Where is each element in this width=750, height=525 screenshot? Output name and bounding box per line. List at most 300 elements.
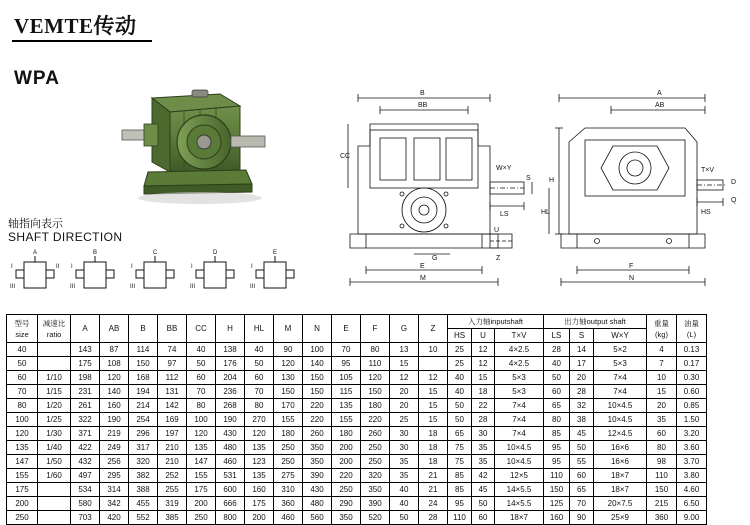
- cell-AB: 87: [100, 343, 129, 357]
- svg-text:BB: BB: [418, 102, 428, 109]
- cell-HL: 135: [245, 469, 274, 483]
- cell-AB: 256: [100, 455, 129, 469]
- cell-S: 28: [570, 385, 594, 399]
- cell-Z: 15: [419, 399, 448, 413]
- cell-LS: 110: [544, 469, 570, 483]
- cell-S: 65: [570, 483, 594, 497]
- cell-N: 260: [303, 427, 332, 441]
- svg-text:M: M: [420, 275, 426, 282]
- cell-CC: 200: [187, 497, 216, 511]
- th-CC: CC: [187, 315, 216, 343]
- cell-ratio: 1/60: [38, 469, 71, 483]
- th-F: F: [361, 315, 390, 343]
- cell-WY: 12×4.5: [594, 427, 647, 441]
- cell-size: 80: [7, 399, 38, 413]
- th-WxY: W×Y: [594, 329, 647, 343]
- cell-A: 322: [71, 413, 100, 427]
- cell-LS: 85: [544, 427, 570, 441]
- cell-HL: 60: [245, 371, 274, 385]
- cell-M: 90: [274, 343, 303, 357]
- cell-B: 552: [129, 511, 158, 525]
- cell-H: 666: [216, 497, 245, 511]
- svg-text:III: III: [70, 284, 76, 290]
- cell-U: 15: [472, 371, 495, 385]
- cell-HL: 50: [245, 357, 274, 371]
- cell-E: 105: [332, 371, 361, 385]
- svg-text:U: U: [494, 227, 500, 234]
- cell-E: 350: [332, 511, 361, 525]
- cell-H: 430: [216, 427, 245, 441]
- cell-OIL: 0.17: [677, 357, 707, 371]
- svg-text:III: III: [10, 284, 16, 290]
- table-row: [7, 357, 707, 371]
- cell-S: 14: [570, 343, 594, 357]
- cell-HL: 80: [245, 399, 274, 413]
- cell-WT: 20: [647, 399, 677, 413]
- cell-OIL: 0.13: [677, 343, 707, 357]
- svg-text:I: I: [251, 264, 253, 270]
- cell-TV: 10×4.5: [495, 455, 544, 469]
- cell-ratio: [38, 343, 71, 357]
- th-S: S: [570, 329, 594, 343]
- th-oil-cn: 油量: [684, 318, 699, 328]
- th-weight-cn: 重量: [654, 318, 669, 328]
- cell-TV: 7×4: [495, 413, 544, 427]
- cell-WT: 215: [647, 497, 677, 511]
- svg-text:HS: HS: [701, 209, 711, 216]
- cell-A: 231: [71, 385, 100, 399]
- cell-A: 432: [71, 455, 100, 469]
- svg-text:III: III: [130, 284, 136, 290]
- th-ratio-cn: 减速比: [42, 318, 66, 328]
- cell-LS: 125: [544, 497, 570, 511]
- cell-ratio: 1/15: [38, 385, 71, 399]
- th-ratio: [38, 315, 71, 343]
- cell-G: 15: [390, 357, 419, 371]
- cell-CC: 120: [187, 427, 216, 441]
- table-row: [7, 399, 707, 413]
- cell-HS: 25: [448, 357, 472, 371]
- cell-N: 220: [303, 413, 332, 427]
- cell-HL: 135: [245, 441, 274, 455]
- cell-OIL: 9.00: [677, 511, 707, 525]
- cell-U: 42: [472, 469, 495, 483]
- cell-HL: 200: [245, 511, 274, 525]
- svg-text:CC: CC: [340, 153, 351, 160]
- cell-LS: 50: [544, 371, 570, 385]
- cell-U: 45: [472, 483, 495, 497]
- cell-CC: 147: [187, 455, 216, 469]
- cell-Z: 18: [419, 455, 448, 469]
- cell-WY: 16×6: [594, 441, 647, 455]
- th-size-cn: 型号: [14, 318, 30, 328]
- cell-size: 40: [7, 343, 38, 357]
- cell-CC: 50: [187, 357, 216, 371]
- cell-F: 390: [361, 497, 390, 511]
- cell-F: 220: [361, 413, 390, 427]
- cell-E: 290: [332, 497, 361, 511]
- cell-M: 155: [274, 413, 303, 427]
- cell-ratio: [38, 497, 71, 511]
- cell-HL: 123: [245, 455, 274, 469]
- cell-size: 175: [7, 483, 38, 497]
- technical-drawings: [330, 78, 740, 308]
- cell-U: 28: [472, 413, 495, 427]
- cell-OIL: 3.20: [677, 427, 707, 441]
- table-row: [7, 441, 707, 455]
- cell-HS: 50: [448, 399, 472, 413]
- cell-A: 261: [71, 399, 100, 413]
- th-weight: [647, 315, 677, 343]
- svg-text:B: B: [420, 90, 425, 97]
- cell-G: 40: [390, 483, 419, 497]
- cell-LS: 28: [544, 343, 570, 357]
- cell-F: 350: [361, 483, 390, 497]
- cell-LS: 80: [544, 413, 570, 427]
- cell-CC: 155: [187, 469, 216, 483]
- cell-M: 275: [274, 469, 303, 483]
- cell-B: 214: [129, 399, 158, 413]
- cell-A: 175: [71, 357, 100, 371]
- svg-text:N: N: [629, 275, 635, 282]
- cell-BB: 169: [158, 413, 187, 427]
- cell-BB: 255: [158, 483, 187, 497]
- cell-HL: 270: [245, 413, 274, 427]
- cell-HS: 85: [448, 469, 472, 483]
- cell-HS: 50: [448, 413, 472, 427]
- cell-OIL: 0.60: [677, 385, 707, 399]
- svg-text:III: III: [190, 284, 196, 290]
- cell-N: 150: [303, 371, 332, 385]
- cell-LS: 95: [544, 441, 570, 455]
- cell-G: 20: [390, 399, 419, 413]
- cell-S: 17: [570, 357, 594, 371]
- cell-CC: 175: [187, 483, 216, 497]
- cell-A: 198: [71, 371, 100, 385]
- cell-Z: 15: [419, 413, 448, 427]
- cell-A: 580: [71, 497, 100, 511]
- page-title: WPA: [14, 68, 60, 89]
- cell-E: 135: [332, 399, 361, 413]
- svg-text:D: D: [213, 250, 218, 256]
- svg-text:S: S: [526, 175, 531, 182]
- cell-B: 254: [129, 413, 158, 427]
- th-TxV: T×V: [495, 329, 544, 343]
- cell-AB: 108: [100, 357, 129, 371]
- cell-N: 150: [303, 385, 332, 399]
- cell-HS: 85: [448, 483, 472, 497]
- cell-B: 388: [129, 483, 158, 497]
- cell-E: 180: [332, 427, 361, 441]
- cell-WT: 4: [647, 343, 677, 357]
- cell-size: 147: [7, 455, 38, 469]
- cell-F: 250: [361, 441, 390, 455]
- cell-TV: 7×4: [495, 399, 544, 413]
- th-B: B: [129, 315, 158, 343]
- cell-ratio: [38, 357, 71, 371]
- cell-F: 320: [361, 469, 390, 483]
- cell-F: 250: [361, 455, 390, 469]
- cell-U: 30: [472, 427, 495, 441]
- th-oil: [677, 315, 707, 343]
- cell-Z: 21: [419, 483, 448, 497]
- cell-CC: 70: [187, 385, 216, 399]
- cell-LS: 65: [544, 399, 570, 413]
- cell-WY: 5×2: [594, 343, 647, 357]
- svg-text:I: I: [11, 264, 13, 270]
- cell-TV: 14×5.5: [495, 483, 544, 497]
- svg-text:E: E: [273, 250, 278, 256]
- cell-G: 13: [390, 343, 419, 357]
- table-row: [7, 455, 707, 469]
- cell-F: 260: [361, 427, 390, 441]
- cell-F: 150: [361, 385, 390, 399]
- cell-ratio: 1/25: [38, 413, 71, 427]
- svg-text:HL: HL: [541, 209, 550, 216]
- cell-G: 35: [390, 455, 419, 469]
- cell-S: 90: [570, 511, 594, 525]
- th-U: U: [472, 329, 495, 343]
- cell-WT: 7: [647, 357, 677, 371]
- cell-size: 70: [7, 385, 38, 399]
- cell-TV: 7×4: [495, 427, 544, 441]
- cell-E: 95: [332, 357, 361, 371]
- cell-HL: 40: [245, 343, 274, 357]
- cell-WY: 10×4.5: [594, 399, 647, 413]
- th-output-group: 出力轴output shaft: [544, 315, 647, 329]
- svg-text:F: F: [629, 263, 634, 270]
- cell-H: 204: [216, 371, 245, 385]
- table-row: [7, 385, 707, 399]
- th-G: G: [390, 315, 419, 343]
- cell-WY: 16×6: [594, 455, 647, 469]
- cell-H: 138: [216, 343, 245, 357]
- cell-AB: 219: [100, 427, 129, 441]
- cell-AB: 295: [100, 469, 129, 483]
- cell-E: 115: [332, 385, 361, 399]
- cell-AB: 342: [100, 497, 129, 511]
- table-header-row-1: [7, 315, 707, 329]
- cell-WT: 15: [647, 385, 677, 399]
- cell-HS: 40: [448, 385, 472, 399]
- cell-size: 50: [7, 357, 38, 371]
- cell-A: 371: [71, 427, 100, 441]
- cell-HS: 75: [448, 455, 472, 469]
- shaft-direction-title: [8, 218, 122, 244]
- cell-AB: 140: [100, 385, 129, 399]
- cell-Z: 18: [419, 441, 448, 455]
- cell-WY: 18×7: [594, 483, 647, 497]
- cell-HS: 95: [448, 497, 472, 511]
- cell-A: 703: [71, 511, 100, 525]
- cell-B: 382: [129, 469, 158, 483]
- cell-AB: 314: [100, 483, 129, 497]
- th-Z: Z: [419, 315, 448, 343]
- table-body: [7, 343, 707, 525]
- shaft-direction-diagrams: [10, 248, 310, 298]
- cell-TV: 10×4.5: [495, 441, 544, 455]
- cell-WT: 60: [647, 427, 677, 441]
- cell-F: 80: [361, 343, 390, 357]
- cell-A: 497: [71, 469, 100, 483]
- cell-Z: 18: [419, 427, 448, 441]
- cell-OIL: 3.60: [677, 441, 707, 455]
- cell-OIL: 3.70: [677, 455, 707, 469]
- cell-U: 60: [472, 511, 495, 525]
- cell-M: 130: [274, 371, 303, 385]
- cell-F: 180: [361, 399, 390, 413]
- svg-text:E: E: [420, 263, 425, 270]
- svg-text:C: C: [153, 250, 158, 256]
- svg-text:B: B: [93, 250, 98, 256]
- cell-H: 236: [216, 385, 245, 399]
- cell-M: 360: [274, 497, 303, 511]
- cell-G: 40: [390, 497, 419, 511]
- cell-OIL: 1.50: [677, 413, 707, 427]
- cell-AB: 420: [100, 511, 129, 525]
- cell-S: 38: [570, 413, 594, 427]
- cell-Z: 15: [419, 385, 448, 399]
- table-row: [7, 469, 707, 483]
- cell-B: 168: [129, 371, 158, 385]
- cell-HS: 65: [448, 427, 472, 441]
- cell-M: 170: [274, 399, 303, 413]
- cell-TV: 4×2.5: [495, 343, 544, 357]
- cell-CC: 100: [187, 413, 216, 427]
- cell-WY: 7×4: [594, 371, 647, 385]
- cell-N: 480: [303, 497, 332, 511]
- cell-HL: 70: [245, 385, 274, 399]
- cell-A: 534: [71, 483, 100, 497]
- cell-N: 350: [303, 455, 332, 469]
- cell-Z: 28: [419, 511, 448, 525]
- cell-G: 50: [390, 511, 419, 525]
- cell-WT: 98: [647, 455, 677, 469]
- cell-H: 268: [216, 399, 245, 413]
- cell-ratio: [38, 511, 71, 525]
- cell-WT: 10: [647, 371, 677, 385]
- cell-size: 155: [7, 469, 38, 483]
- cell-A: 422: [71, 441, 100, 455]
- th-weight-unit: (kg): [655, 329, 668, 339]
- cell-BB: 131: [158, 385, 187, 399]
- gearbox-photo: [100, 80, 295, 215]
- cell-N: 390: [303, 469, 332, 483]
- cell-G: 25: [390, 413, 419, 427]
- cell-HS: 40: [448, 371, 472, 385]
- cell-N: 140: [303, 357, 332, 371]
- cell-WY: 18×7: [594, 469, 647, 483]
- cell-AB: 160: [100, 399, 129, 413]
- th-LS: LS: [544, 329, 570, 343]
- cell-S: 50: [570, 441, 594, 455]
- cell-B: 317: [129, 441, 158, 455]
- cell-N: 350: [303, 441, 332, 455]
- cell-WY: 5×3: [594, 357, 647, 371]
- cell-S: 45: [570, 427, 594, 441]
- cell-S: 55: [570, 455, 594, 469]
- th-H: H: [216, 315, 245, 343]
- svg-text:Q: Q: [731, 197, 737, 204]
- cell-TV: 5×3: [495, 385, 544, 399]
- cell-size: 135: [7, 441, 38, 455]
- cell-size: 100: [7, 413, 38, 427]
- cell-ratio: 1/50: [38, 455, 71, 469]
- cell-AB: 190: [100, 413, 129, 427]
- cell-WY: 25×9: [594, 511, 647, 525]
- svg-text:A: A: [657, 90, 662, 97]
- cell-E: 220: [332, 469, 361, 483]
- cell-HS: 75: [448, 441, 472, 455]
- cell-M: 310: [274, 483, 303, 497]
- cell-BB: 97: [158, 357, 187, 371]
- cell-TV: 4×2.5: [495, 357, 544, 371]
- shaft-direction-title-cn: 轴指向表示: [8, 218, 63, 230]
- cell-B: 150: [129, 357, 158, 371]
- cell-CC: 40: [187, 343, 216, 357]
- cell-A: 143: [71, 343, 100, 357]
- cell-HS: 25: [448, 343, 472, 357]
- cell-H: 480: [216, 441, 245, 455]
- cell-H: 190: [216, 413, 245, 427]
- cell-Z: [419, 357, 448, 371]
- spec-table: [6, 314, 707, 525]
- cell-N: 430: [303, 483, 332, 497]
- th-N: N: [303, 315, 332, 343]
- th-A: A: [71, 315, 100, 343]
- cell-B: 296: [129, 427, 158, 441]
- th-E: E: [332, 315, 361, 343]
- cell-HL: 160: [245, 483, 274, 497]
- cell-CC: 60: [187, 371, 216, 385]
- cell-ratio: 1/10: [38, 371, 71, 385]
- cell-OIL: 0.30: [677, 371, 707, 385]
- svg-text:LS: LS: [500, 211, 509, 218]
- th-size-en: size: [15, 329, 29, 339]
- cell-U: 12: [472, 357, 495, 371]
- cell-N: 560: [303, 511, 332, 525]
- cell-HL: 175: [245, 497, 274, 511]
- table-row: [7, 483, 707, 497]
- svg-text:III: III: [250, 284, 256, 290]
- cell-HS: 110: [448, 511, 472, 525]
- cell-CC: 80: [187, 399, 216, 413]
- cell-E: 250: [332, 483, 361, 497]
- cell-WT: 80: [647, 441, 677, 455]
- cell-N: 100: [303, 343, 332, 357]
- cell-BB: 197: [158, 427, 187, 441]
- cell-WT: 150: [647, 483, 677, 497]
- th-AB: AB: [100, 315, 129, 343]
- cell-size: 200: [7, 497, 38, 511]
- cell-H: 460: [216, 455, 245, 469]
- cell-BB: 385: [158, 511, 187, 525]
- cell-LS: 40: [544, 357, 570, 371]
- cell-M: 250: [274, 455, 303, 469]
- cell-BB: 112: [158, 371, 187, 385]
- cell-TV: 5×3: [495, 371, 544, 385]
- th-HS: HS: [448, 329, 472, 343]
- cell-U: 22: [472, 399, 495, 413]
- svg-text:A: A: [33, 250, 38, 256]
- cell-E: 200: [332, 441, 361, 455]
- cell-size: 120: [7, 427, 38, 441]
- cell-AB: 120: [100, 371, 129, 385]
- table-row: [7, 343, 707, 357]
- cell-Z: 21: [419, 469, 448, 483]
- shaft-direction-title-en: SHAFT DIRECTION: [8, 230, 123, 244]
- brand-title: VEMTE传动: [14, 14, 137, 38]
